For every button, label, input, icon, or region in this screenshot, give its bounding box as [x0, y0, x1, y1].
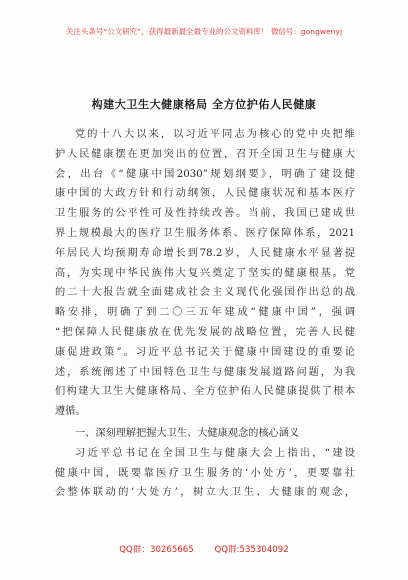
- body-line: 们构建大卫生大健康格局、全方位护佑人民健康提供了根本: [55, 386, 355, 398]
- body-line: 习近平总书记在全国卫生与健康大会上指出，“建设: [75, 447, 355, 459]
- body-line: 卫生服务的公平性可及性持续改善。当前，我国已建成世: [55, 208, 355, 220]
- body-line: 界上规模最大的医疗卫生服务体系、医疗保障体系，2021: [55, 227, 355, 239]
- body-line: “把保障人民健康放在优先发展的战略位置，完善人民健: [55, 326, 355, 338]
- promo-banner: 关注头条号“公文研究”，获得最新最全最专业的公文资料库！ 微信号：gongwenyj: [65, 27, 343, 36]
- body-line: 康促进政策”。习近平总书记关于健康中国建设的重要论: [55, 346, 355, 358]
- body-line: 会整体联动的‘大处方’，树立大卫生、大健康的观念，: [55, 487, 355, 499]
- body-line: 护人民健康摆在更加突出的位置，召开全国卫生与健康大: [55, 148, 355, 160]
- body-line: 会，出台《“健康中国2030”规划纲要》，明确了建设健: [55, 168, 355, 180]
- body-line: 遵循。: [55, 406, 86, 418]
- section-heading: 一、深刻理解把握大卫生、大健康观念的核心涵义: [75, 427, 300, 439]
- body-line: 年居民人均预期寿命增长到78.2岁，人民健康水平显著提: [55, 247, 355, 259]
- body-line: 高，为实现中华民族伟大复兴奠定了坚实的健康根基。党: [55, 267, 355, 279]
- document-body: [55, 125, 355, 503]
- body-line: 的二十大报告就全面建成社会主义现代化强国作出总的战: [55, 287, 355, 299]
- document-title: 构建大卫生大健康格局 全方位护佑人民健康: [91, 98, 317, 111]
- body-line: 略安排，明确了到二〇三五年建成“健康中国”，强调: [55, 307, 355, 319]
- body-line: 党的十八大以来，以习近平同志为核心的党中央把维: [75, 129, 355, 140]
- footer-qq-groups: QQ群：30265665 QQ群:535304092: [119, 545, 289, 555]
- body-line: 述，系统阐述了中国特色卫生与健康发展道路问题，为我: [55, 366, 355, 378]
- body-line: 康中国的大政方针和行动纲领，人民健康状况和基本医疗: [55, 188, 355, 200]
- body-line: 健康中国，既要靠医疗卫生服务的‘小处方’，更要靠社: [55, 467, 355, 479]
